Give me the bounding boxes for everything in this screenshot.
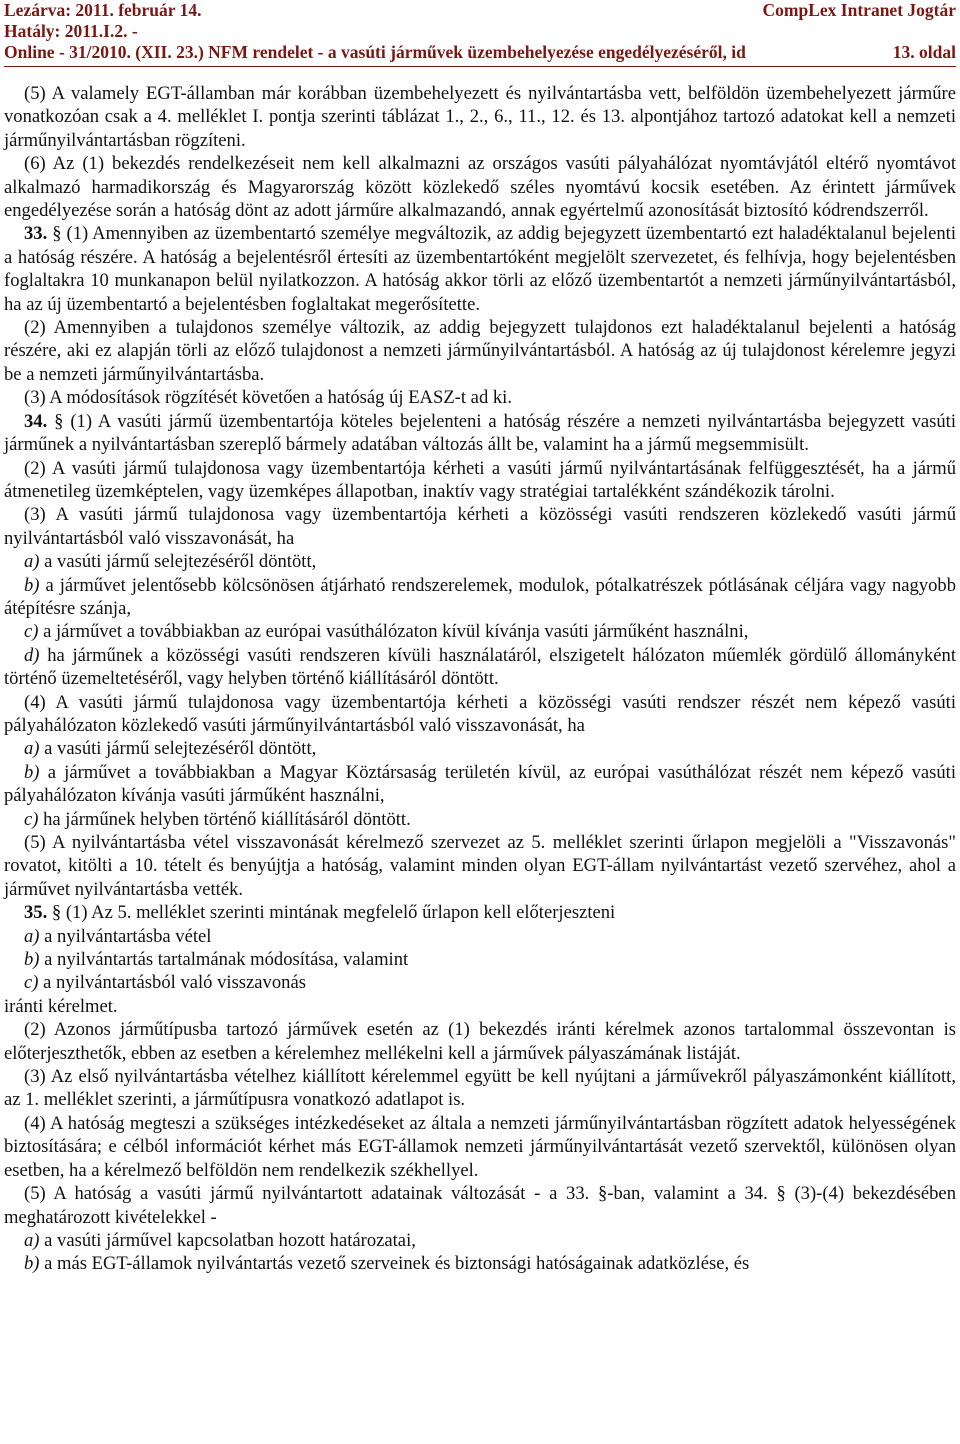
list-marker: b) (24, 1253, 40, 1275)
document-title: Online - 31/2010. (XII. 23.) NFM rendelet - a vasúti járművek üzembehelyezése engedélyezéséről, id (4, 42, 746, 62)
list-item (4, 808, 956, 831)
list-text: a nyilvántartás tartalmának módosítása, valamint (39, 949, 409, 971)
header-row-1 (4, 0, 956, 21)
list-marker: c) (24, 972, 39, 994)
paragraph: (4) A hatóság megteszi a szükséges intézkedéseket az általa a nemzeti járműnyilvántartásban rögzített adatok helyességének biztosítására; e célból információt kérhet más EGT-államok nemzeti járműnyilvántartását vezető szervektől, különösen olyan esetben, ha a kérelmező belföldön nem rendelkezik székhellyel. (4, 1112, 956, 1181)
paragraph: (3) A vasúti jármű tulajdonosa vagy üzembentartója kérheti a közösségi vasúti rendszeren közlekedő vasúti jármű nyilvántartásból való visszavonását, ha (4, 504, 956, 549)
list-marker: a) (24, 738, 40, 760)
paragraph: (3) A módosítások rögzítését követően a hatóság új EASZ-t ad ki. (24, 387, 512, 409)
list-item (4, 550, 956, 573)
list-text: a járművet a továbbiakban az európai vasúthálózaton kívül kívánja vasúti járműként használni, (38, 621, 749, 643)
paragraph: iránti kérelmet. (4, 995, 118, 1017)
publisher-name: CompLex Intranet Jogtár (762, 0, 956, 20)
section-35 (4, 901, 956, 924)
paragraph: (4) A vasúti jármű tulajdonosa vagy üzembentartója kérheti a közösségi vasúti rendszer részét nem képező vasúti pályahálózaton közlekedő vasúti járműnyilvántartásból való visszavonását, ha (4, 691, 956, 736)
list-text: ha járműnek helyben történő kiállításáról döntött. (38, 808, 411, 830)
header-divider (4, 66, 956, 67)
list-marker: c) (24, 621, 39, 643)
effective-date: Hatály: 2011.I.2. - (4, 21, 138, 41)
document-body (4, 82, 956, 1276)
list-marker: b) (24, 949, 40, 971)
list-text: a járművet jelentősebb kölcsönösen átjárható rendszerelemek, modulok, pótalkatrészek pótlásának céljára vagy nagyobb átépítésre szánja, (4, 574, 956, 619)
list-text: a vasúti járművel kapcsolatban hozott határozatai, (39, 1229, 416, 1251)
section-number: 34. (24, 410, 48, 432)
list-item (4, 761, 956, 808)
list-marker: d) (24, 644, 40, 666)
section-text: § (1) Az 5. melléklet szerinti mintának megfelelő űrlapon kell előterjeszteni (47, 902, 616, 924)
list-text: a vasúti jármű selejtezéséről döntött, (39, 738, 317, 760)
list-text: a vasúti jármű selejtezéséről döntött, (39, 551, 317, 573)
list-item (4, 574, 956, 621)
paragraph: (5) A valamely EGT-államban már korábban üzembehelyezett és nyilvántartásba vett, belföldön üzembehelyezett járműre vonatkozóan csak a 4. melléklet I. pontja szerinti táblázat 1., 2., 6., 11., 12. és 13. alpontjához tartozó adatokat kell a nemzeti járműnyilvántartásban rögzíteni. (4, 83, 956, 151)
paragraph: (3) Az első nyilvántartásba vételhez kiállított kérelemmel együtt be kell nyújtani a járművekről pályaszámonként kiállított, az 1. melléklet szerinti, a járműtípusra vonatkozó adatlapot is. (4, 1066, 956, 1111)
section-34 (4, 410, 956, 457)
list-marker: c) (24, 808, 39, 830)
list-marker: b) (24, 574, 40, 596)
list-item (4, 925, 956, 948)
closed-date: Lezárva: 2011. február 14. (4, 0, 202, 20)
list-text: a nyilvántartásba vétel (39, 925, 212, 947)
list-item (4, 737, 956, 760)
section-text: § (1) A vasúti jármű üzembentartója köteles bejelenteni a hatóság részére a nemzeti nyilvántartásba bejegyzett vasúti járműnek a nyilvántartásban szereplő bármely adatában változás állt be, valamint ha a jármű megsemmisült. (4, 410, 956, 456)
list-text: a nyilvántartásból való visszavonás (38, 972, 306, 994)
paragraph: (2) Amennyiben a tulajdonos személye változik, az addig bejegyzett tulajdonos ezt haladéktalanul bejelenti a hatóság részére, aki ez alapján törli az előző tulajdonost a nemzeti járműnyilvántartásból. A hatóság az új tulajdonost kérelemre jegyzi be a nemzeti járműnyilvántartásba. (4, 317, 956, 385)
section-number: 33. (24, 223, 48, 245)
list-marker: a) (24, 1229, 40, 1251)
list-text: a járművet a továbbiakban a Magyar Köztársaság területén kívül, az európai vasúthálózat részét nem képező vasúti pályahálózaton kívánja vasúti járműként használni, (4, 761, 956, 807)
page-header (4, 0, 956, 63)
paragraph: (5) A nyilvántartásba vétel visszavonását kérelmező szervezet az 5. melléklet szerinti űrlapon megjelöli a "Visszavonás" rovatot, kitölti a 10. tételt és benyújtja a hatóság, valamint minden olyan EGT-állam nyilvántartást vezető szervéhez, ahol a járművet nyilvántartásba vették. (4, 832, 956, 900)
paragraph: (6) Az (1) bekezdés rendelkezéseit nem kell alkalmazni az országos vasúti pályahálózat nyomtávjától eltérő nyomtávot alkalmazó harmadikország és Magyarország között közlekedő széles nyomtávú kocsik esetében. Az érintett járművek engedélyezése során a hatóság dönt az adott járműre alkalmazandó, annak egyértelmű azonosítását biztosító kódrendszerről. (4, 153, 956, 222)
header-row-2 (4, 21, 956, 42)
paragraph: (2) A vasúti jármű tulajdonosa vagy üzembentartója kérheti a vasúti jármű nyilvántartásának felfüggesztését, ha a jármű átmenetileg üzemképtelen, vagy üzemképes állapotban, inaktív vagy stratégiai tartalékként szándékozik tárolni. (4, 457, 956, 502)
list-item (4, 971, 956, 994)
list-text: ha járműnek a közösségi vasúti rendszeren kívüli használatáról, elszigetelt hálózaton műemlék gördülő állományként történő üzemeltetéséről, vagy helyben történő kiállításáról döntött. (4, 644, 956, 690)
list-item (4, 644, 956, 691)
section-number: 35. (24, 902, 48, 924)
list-item (4, 1229, 956, 1252)
list-marker: a) (24, 551, 40, 573)
page-number: 13. oldal (892, 42, 956, 62)
list-marker: a) (24, 925, 40, 947)
list-text: a más EGT-államok nyilvántartás vezető szerveinek és biztonsági hatóságainak adatközlése, és (39, 1253, 750, 1275)
paragraph: (2) Azonos járműtípusba tartozó járművek esetén az (1) bekezdés iránti kérelmek azonos tartalommal összevontan is előterjeszthetők, ebben az esetben a kérelemhez mellékelni kell a járművek pályaszámának listáját. (4, 1019, 956, 1064)
list-item (4, 620, 956, 643)
list-item (4, 1252, 956, 1275)
list-item (4, 948, 956, 971)
section-text: § (1) Amennyiben az üzembentartó személye megváltozik, az addig bejegyzett üzembentartó ezt haladéktalanul bejelenti a hatóság részére. A hatóság a bejelentésről értesíti az üzembentartóként megjelölt szervezetet, és felhívja, hogy bejelentésben foglaltakra 10 munkanapon belül nyilatkozzon. A hatóság akkor törli az előző üzembentartót a nemzeti járműnyilvántartásból, ha az új üzembentartó a bejelentésben foglaltakat megerősítette. (4, 223, 956, 315)
header-row-3 (4, 42, 956, 63)
section-33 (4, 222, 956, 316)
paragraph: (5) A hatóság a vasúti jármű nyilvántartott adatainak változását - a 33. §-ban, valamint a 34. § (3)-(4) bekezdésében meghatározott kivételekkel - (4, 1183, 956, 1228)
list-marker: b) (24, 761, 40, 783)
